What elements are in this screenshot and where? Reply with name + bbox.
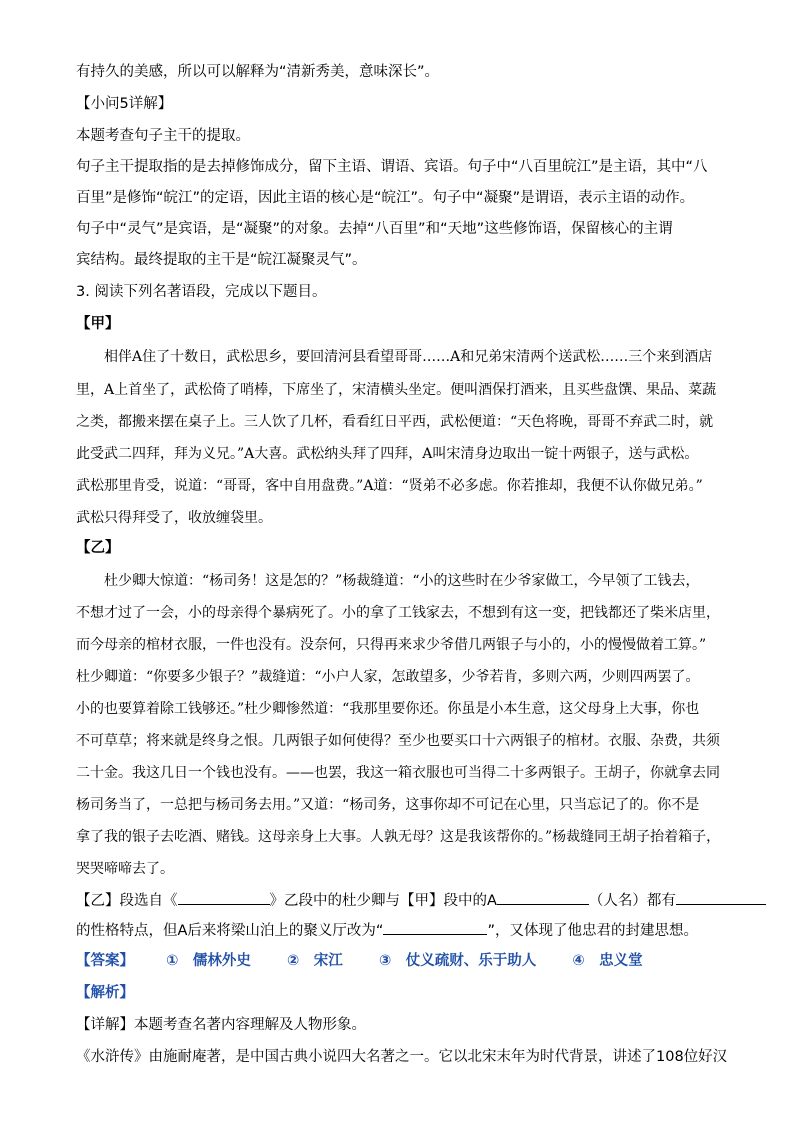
question-text: 的性格特点，但A后来将梁山泊上的聚义厅改为“	[76, 923, 384, 939]
passage-jia-line: 此受武二四拜，拜为义兄。”A大喜。武松纳头拜了四拜，A叫宋清身边取出一锭十两银子，送与武松。	[76, 446, 699, 462]
question-text: ”，又体现了他忠君的封建思想。	[487, 923, 698, 939]
answer-blank-4[interactable]	[383, 920, 487, 935]
question-line	[76, 920, 698, 941]
text-line: 句子中“灵气”是宾语，是“凝聚”的对象。去掉“八百里”和“天地”这些修饰语，保留核心的主谓	[76, 221, 673, 237]
passage-jia-line: 里，A上首坐了，武松倚了哨棒，下席坐了，宋清横头坐定。便叫酒保打酒来，且买些盘馔、果品、菜蔬	[76, 382, 717, 398]
passage-yi-line: 小的也要算着除工钱够还。”杜少卿惨然道：“我那里要你还。你虽是小本生意，这父母身上大事，你也	[76, 701, 700, 717]
passage-jia-line: 武松只得拜受了，收放缠袋里。	[76, 510, 272, 526]
passage-yi-line: 拿了我的银子去吃酒、赌钱。这母亲身上大事。人孰无母？这是我该帮你的。”杨裁缝同王胡子抬着箱子，	[76, 829, 721, 845]
passage-yi-line: 杜少卿大惊道：“杨司务！这是怎的？”杨裁缝道：“小的这些时在少爷家做工，今早领了工钱去，	[104, 573, 700, 589]
answer-blank-1[interactable]	[178, 890, 270, 905]
passage-yi-line: 不想才过了一会，小的母亲得个暴病死了。小的拿了工钱家去，不想到有这一变，把钱都还了柴米店里，	[76, 605, 720, 621]
answer-blank-3[interactable]	[676, 890, 766, 905]
question-text: 【乙】段选自《	[76, 893, 178, 909]
answer-item: ② 宋江	[287, 953, 343, 969]
answer-item: ① 儒林外史	[166, 953, 251, 969]
text-line: 有持久的美感，所以可以解释为“清新秀美，意味深长”。	[76, 64, 440, 80]
answer-item: ④ 忠义堂	[572, 953, 643, 969]
passage-yi-line: 二十金。我这几日一个钱也没有。——也罢，我这一箱衣服也可当得二十多两银子。王胡子，你就拿去同	[76, 765, 720, 781]
answer-label: 【答案】	[76, 953, 134, 969]
question-text: 》乙段中的杜少卿与【甲】段中的A	[269, 893, 497, 909]
answer-line	[76, 951, 643, 971]
section-heading: 【小问5详解】	[76, 96, 173, 112]
text-line: 百里”是修饰“皖江”的定语，因此主语的核心是“皖江”。句子中“凝聚”是谓语，表示主语的动作。	[76, 190, 695, 206]
answer-item: ③ 仗义疏财、乐于助人	[378, 953, 537, 969]
detail-line: 【详解】本题考查名著内容理解及人物形象。	[76, 1017, 366, 1033]
question-title: 3. 阅读下列名著语段，完成以下题目。	[76, 284, 327, 300]
question-line	[76, 890, 766, 911]
passage-yi-line: 不可草草；将来就是终身之恨。几两银子如何使得？至少也要买口十六两银子的棺材。衣服、杂费，共须	[76, 733, 720, 749]
passage-yi-line: 而今母亲的棺材衣服，一件也没有。没奈何，只得再来求少爷借几两银子与小的，小的慢慢做着工算。”	[76, 637, 707, 653]
question-text: （人名）都有	[588, 893, 676, 909]
passage-jia-line: 武松那里肯受，说道：“哥哥，客中自用盘费。”A道：“贤弟不必多虑。你若推却，我便不认你做兄弟。”	[76, 478, 703, 494]
passage-label-yi: 【乙】	[76, 540, 120, 556]
passage-yi-line: 杨司务当了，一总把与杨司务去用。”又道：“杨司务，这事你却不可记在心里，只当忘记了的。你不是	[76, 797, 700, 813]
passage-yi-line: 哭哭啼啼去了。	[76, 861, 174, 877]
text-line: 本题考查句子主干的提取。	[76, 128, 250, 144]
text-line: 《水浒传》由施耐庵著，是中国古典小说四大名著之一。它以北宋末年为时代背景，讲述了108位好汉	[76, 1049, 728, 1065]
text-line: 句子主干提取指的是去掉修饰成分，留下主语、谓语、宾语。句子中“八百里皖江”是主语，其中“八	[76, 159, 708, 175]
answer-blank-2[interactable]	[497, 890, 589, 905]
analysis-label: 【解析】	[76, 985, 134, 1001]
passage-yi-line: 杜少卿道：“你要多少银子？”裁缝道：“小户人家，怎敢望多，少爷若肯，多则六两，少则四两罢了。	[76, 669, 700, 685]
passage-jia-line: 相伴A住了十数日，武松思乡，要回清河县看望哥哥……A和兄弟宋清两个送武松……三个来到酒店	[104, 349, 713, 365]
text-line: 宾结构。最终提取的主干是“皖江凝聚灵气”。	[76, 252, 367, 268]
passage-label-jia: 【甲】	[76, 316, 120, 332]
passage-jia-line: 之类，都搬来摆在桌子上。三人饮了几杯，看看红日平西，武松便道：“天色将晚，哥哥不弃武二时，就	[76, 414, 714, 430]
